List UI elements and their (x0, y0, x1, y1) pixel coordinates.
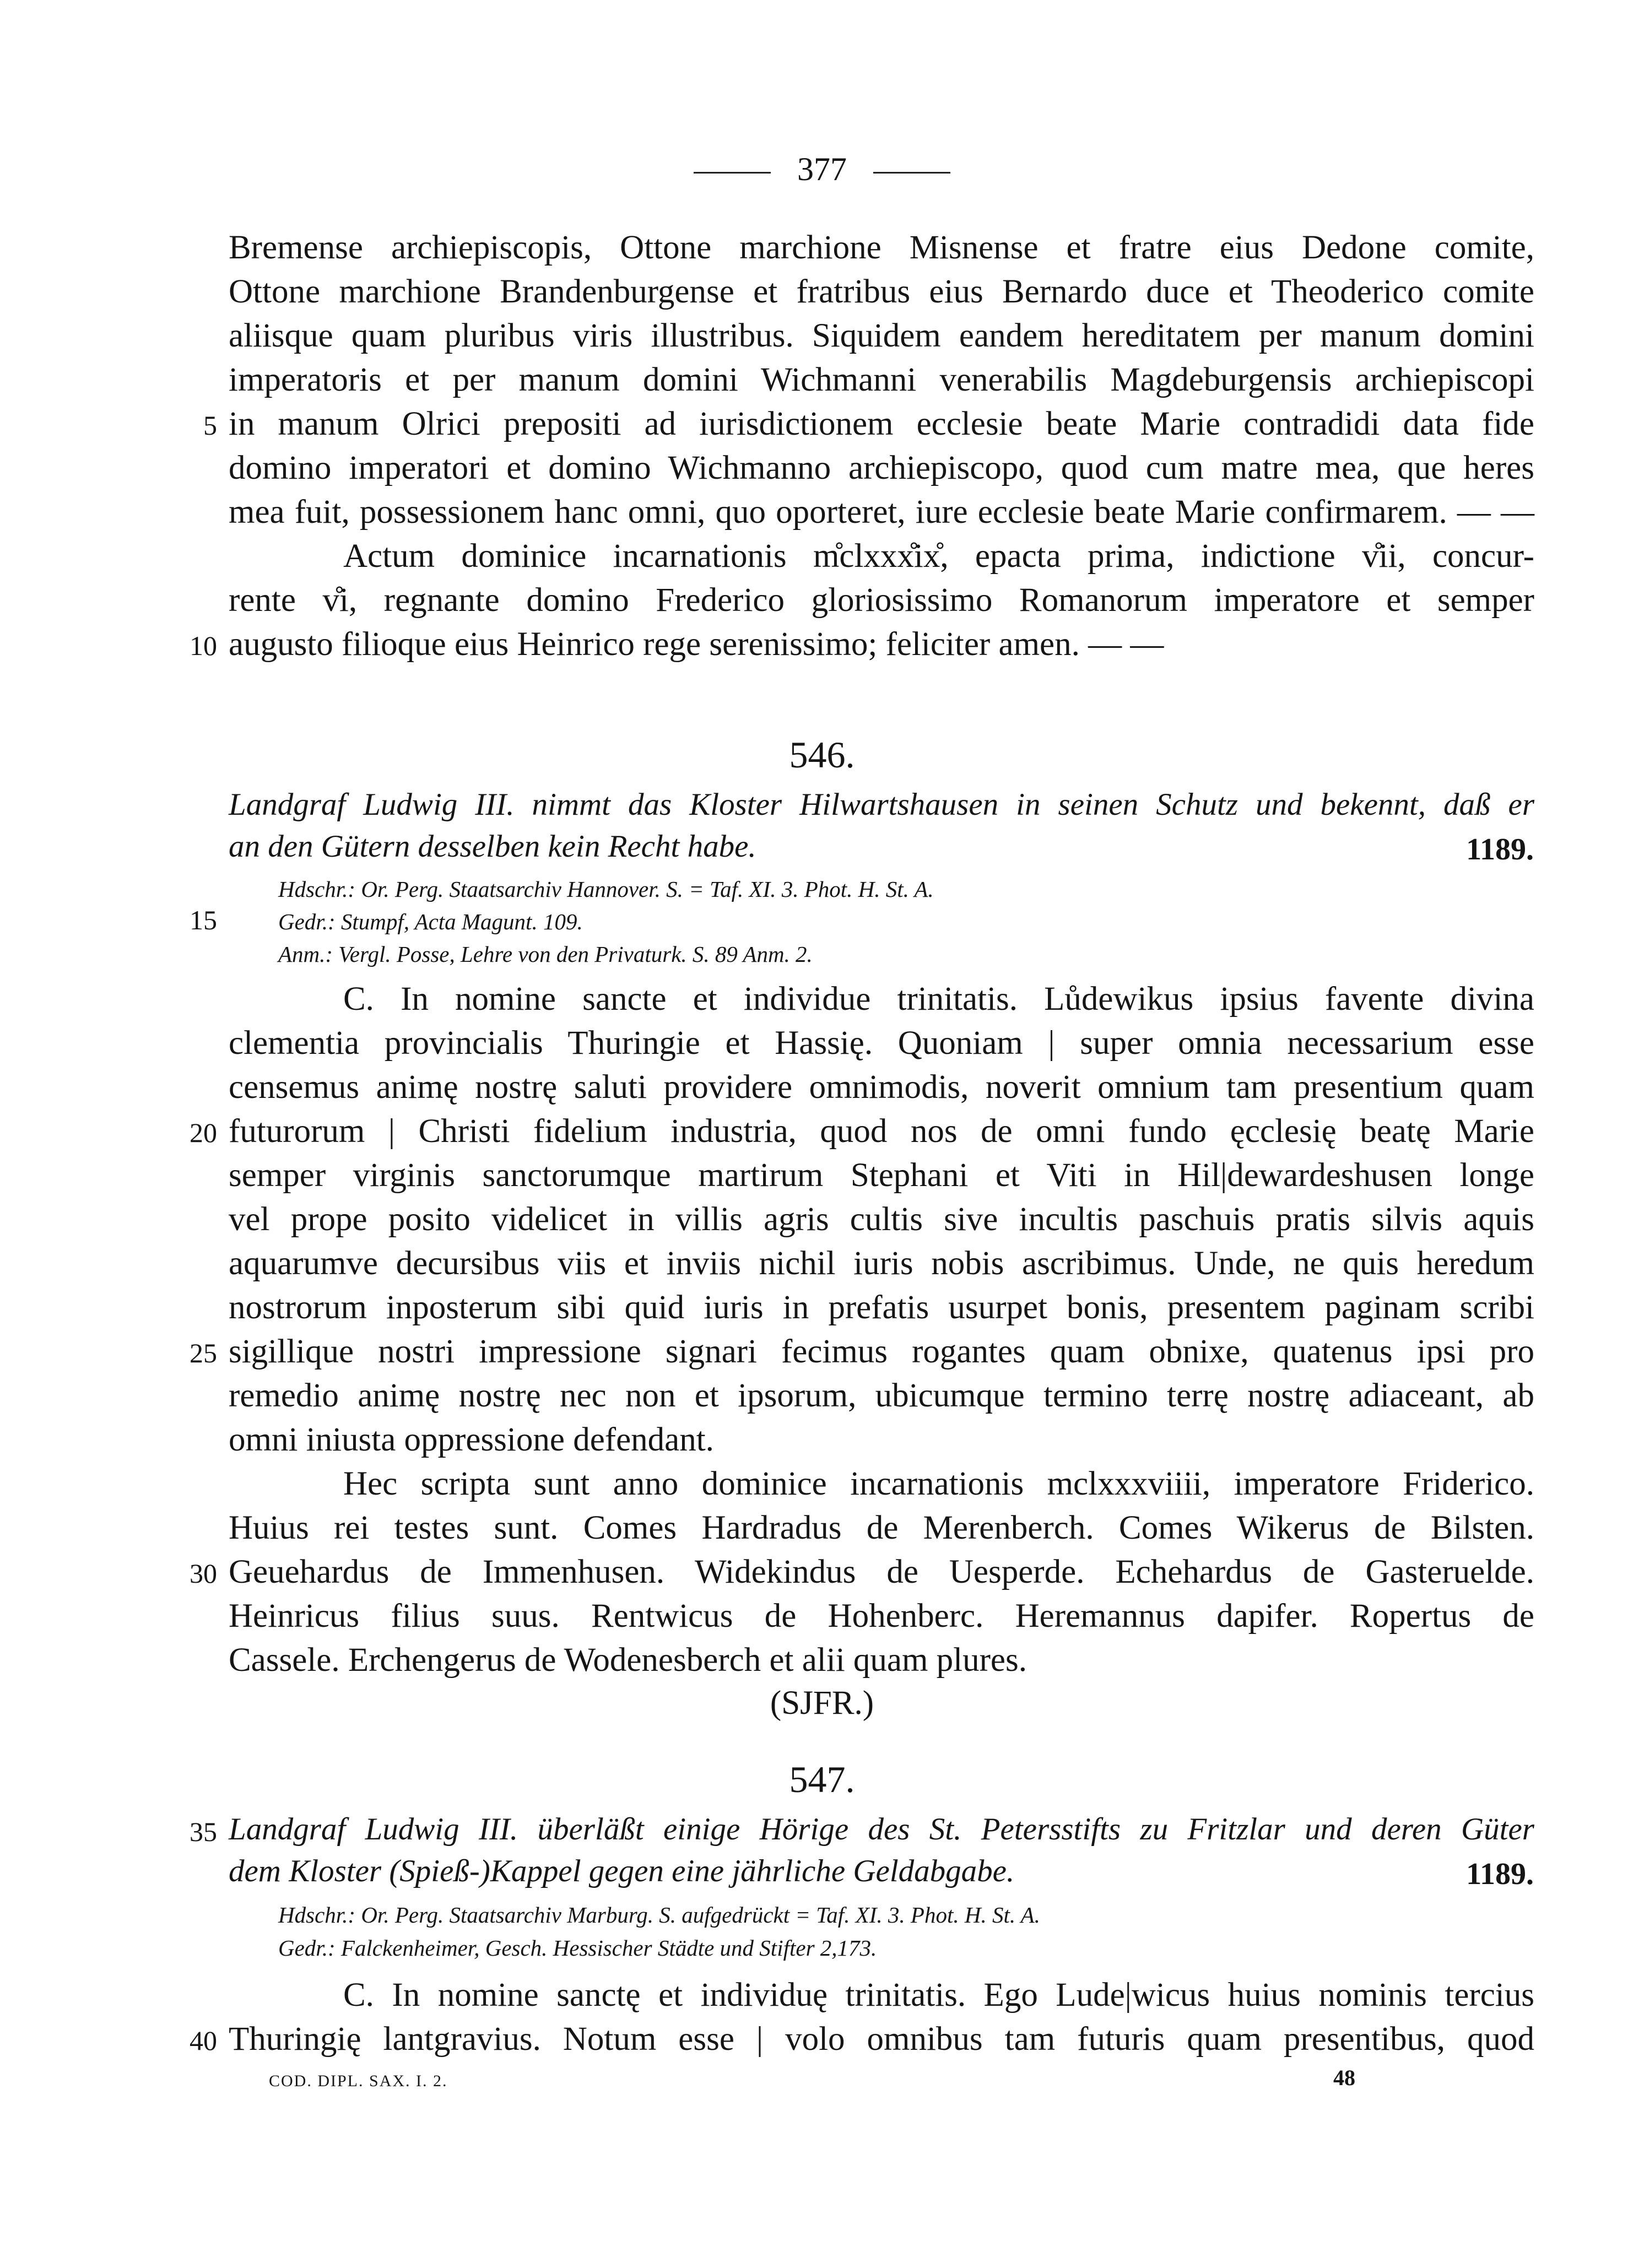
manuscript-note: Hdschr.: Or. Perg. Staatsarchiv Marburg. S. aufgedrückt = Taf. XI. 3. Phot. H. St. A. (278, 1902, 1040, 1928)
text-line: rente v̊i, regnante domino Frederico gloriosissimo Romanorum imperatore et semper (229, 582, 1534, 619)
document-number: 546. (789, 734, 855, 776)
text-line: Actum dominice incarnationis m̊clxxx̊ix̊, epacta prima, indictione v̊ii, concur- (343, 538, 1534, 575)
text-line: Ottone marchione Brandenburgense et fratribus eius Bernardo duce et Theoderico comite (229, 273, 1534, 310)
text-line: semper virginis sanctorumque martirum Stephani et Viti in Hil|dewardeshusen longe (229, 1157, 1534, 1194)
page-number: 377 (797, 151, 847, 187)
page-header (0, 150, 1644, 188)
remark-note: Anm.: Vergl. Posse, Lehre von den Privaturk. S. 89 Anm. 2. (278, 941, 813, 967)
text-line: in manum Olrici prepositi ad iurisdictionem ecclesie beate Marie contradidi data fide (229, 405, 1534, 442)
text-line: domino imperatori et domino Wichmanno archiepiscopo, quod cum matre mea, que heres (229, 450, 1534, 486)
text-line: clementia provincialis Thuringie et Hassię. Quoniam | super omnia necessarium esse (229, 1025, 1534, 1062)
document-year: 1189. (1466, 832, 1534, 867)
line-number: 25 (190, 1338, 217, 1368)
text-line: imperatoris et per manum domini Wichmanni venerabilis Magdeburgensis archiepiscopi (229, 361, 1534, 398)
text-line: aquarumve decursibus viis et inviis nichil iuris nobis ascribimus. Unde, ne quis heredum (229, 1245, 1534, 1282)
text-line: omni iniusta oppressione defendant. (229, 1421, 714, 1458)
text-line: C. In nomine sanctę et individuę trinitatis. Ego Lude|wicus huius nominis tercius (343, 1977, 1534, 2013)
line-number: 20 (190, 1117, 217, 1148)
document-year: 1189. (1466, 1857, 1534, 1891)
text-line: Geuehardus de Immenhusen. Widekindus de Uesperde. Echehardus de Gasteruelde. (229, 1554, 1534, 1590)
print-note: Gedr.: Falckenheimer, Gesch. Hessischer Städte und Stifter 2,173. (278, 1935, 877, 1961)
regest-line: dem Kloster (Spieß-)Kappel gegen eine jährliche Geldabgabe. (229, 1854, 1015, 1888)
text-line: Thuringię lantgravius. Notum esse | volo omnibus tam futuris quam presentibus, quod (229, 2021, 1534, 2058)
text-line: Hec scripta sunt anno dominice incarnationis mclxxxviiii, imperatore Friderico. (343, 1465, 1534, 1502)
text-line: aliisque quam pluribus viris illustribus. Siquidem eandem hereditatem per manum domini (229, 317, 1534, 354)
regest-line: Landgraf Ludwig III. nimmt das Kloster Hilwartshausen in seinen Schutz und bekennt, daß er (229, 787, 1534, 822)
text-line: vel prope posito videlicet in villis agris cultis sive incultis paschuis pratis silvis aquis (229, 1201, 1534, 1238)
signature-mark: COD. DIPL. SAX. I. 2. (269, 2072, 448, 2090)
text-line: Bremense archiepiscopis, Ottone marchione Misnense et fratre eius Dedone comite, (229, 229, 1534, 266)
text-line: censemus animę nostrę saluti providere omnimodis, noverit omnium tam presentium quam (229, 1069, 1534, 1106)
text-line: futurorum | Christi fidelium industria, quod nos de omni fundo ęcclesię beatę Marie (229, 1113, 1534, 1150)
line-number: 35 (190, 1816, 217, 1847)
header-rule-left (694, 172, 771, 174)
sheet-number: 48 (1333, 2065, 1355, 2090)
regest-line: Landgraf Ludwig III. überläßt einige Hörige des St. Petersstifts zu Fritzlar und deren Güter (229, 1812, 1534, 1847)
text-line: nostrorum inposterum sibi quid iuris in prefatis usurpet bonis, presentem paginam scribi (229, 1289, 1534, 1326)
line-number: 10 (190, 630, 217, 661)
text-line: sigillique nostri impressione signari fecimus rogantes quam obnixe, quatenus ipsi pro (229, 1333, 1534, 1370)
line-number: 15 (190, 905, 217, 935)
manuscript-note: Hdschr.: Or. Perg. Staatsarchiv Hannover. S. = Taf. XI. 3. Phot. H. St. A. (278, 876, 934, 902)
text-line: C. In nomine sancte et individue trinitatis. Lůdewikus ipsius favente divina (343, 981, 1534, 1017)
header-rule-right (873, 172, 950, 174)
line-number: 5 (203, 410, 217, 441)
text-line: mea fuit, possessionem hanc omni, quo oporteret, iure ecclesie beate Marie confirmarem. — — (229, 494, 1534, 531)
print-note: Gedr.: Stumpf, Acta Magunt. 109. (278, 909, 583, 934)
line-number: 30 (190, 1558, 217, 1589)
document-number: 547. (789, 1758, 855, 1800)
text-line: Huius rei testes sunt. Comes Hardradus de Merenberch. Comes Wikerus de Bilsten. (229, 1509, 1534, 1546)
regest-line: an den Gütern desselben kein Recht habe. (229, 829, 756, 864)
text-line: Cassele. Erchengerus de Wodenesberch et alii quam plures. (229, 1642, 1027, 1679)
text-line: Heinricus filius suus. Rentwicus de Hohenberc. Heremannus dapifer. Ropertus de (229, 1598, 1534, 1634)
text-line: augusto filioque eius Heinrico rege serenissimo; feliciter amen. — — (229, 626, 1164, 663)
text-line: remedio animę nostrę nec non et ipsorum, ubicumque termino terrę nostrę adiaceant, ab (229, 1377, 1534, 1414)
line-number: 40 (190, 2025, 217, 2056)
editor-signature: (SJFR.) (770, 1685, 874, 1722)
